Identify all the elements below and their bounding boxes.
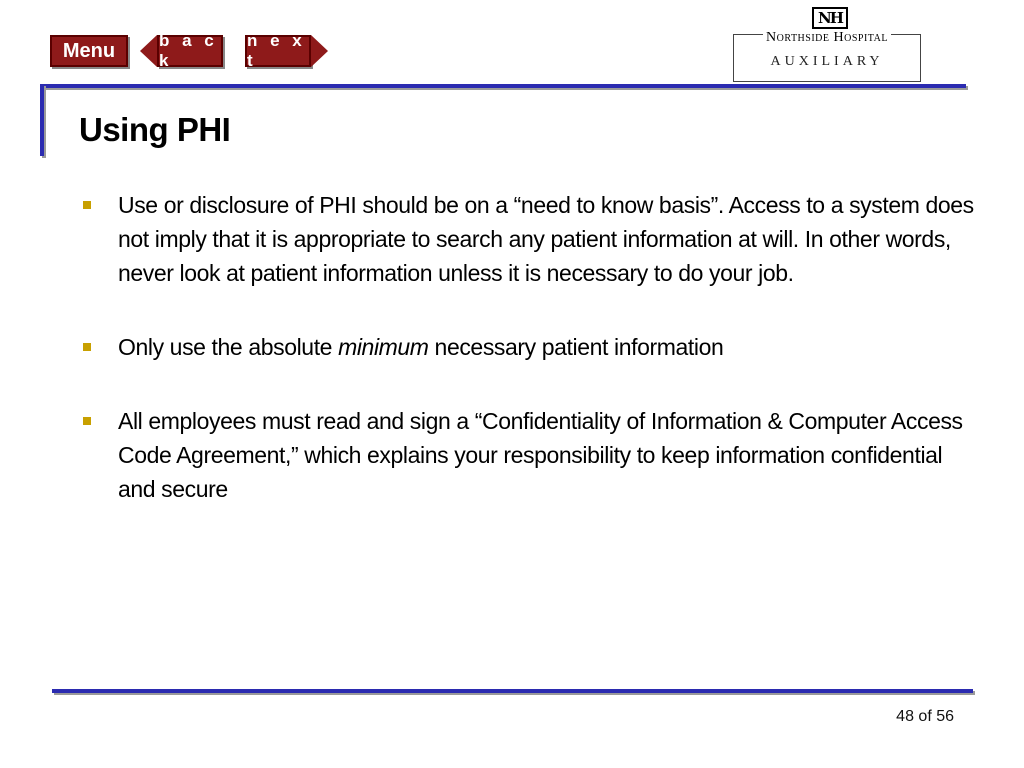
bullet-item xyxy=(80,188,980,290)
menu-button[interactable]: Menu xyxy=(50,35,128,67)
bullet-text-emphasis: minimum xyxy=(338,334,429,360)
logo-hospital-name xyxy=(733,30,921,46)
logo-auxiliary-text: AUXILIARY xyxy=(770,54,884,69)
bullet-item xyxy=(80,404,980,506)
logo-hospital-name-text: Northside Hospital xyxy=(763,30,891,45)
bullet-text-before: Only use the absolute xyxy=(118,334,339,360)
next-arrow-icon[interactable] xyxy=(311,35,328,67)
bullet-text: Use or disclosure of PHI should be on a “need to know basis”. Access to a system does not imply that it is appropriate to search any patient information at will. In other words, never look at patient information unless it is necessary to do your job. xyxy=(118,192,974,286)
back-arrow-icon[interactable] xyxy=(140,35,157,67)
bullet-list xyxy=(80,188,980,546)
bottom-divider xyxy=(52,689,973,693)
back-button[interactable]: b a c k xyxy=(157,35,223,67)
left-title-accent xyxy=(40,84,44,156)
page-counter: 48 of 56 xyxy=(896,708,954,725)
square-bullet-icon xyxy=(83,343,91,351)
bullet-text-after: necessary patient information xyxy=(428,334,724,360)
square-bullet-icon xyxy=(83,417,91,425)
top-divider xyxy=(40,84,966,88)
bullet-text xyxy=(118,334,723,360)
hospital-logo-mark: NH xyxy=(812,7,848,29)
bullet-item xyxy=(80,330,980,364)
square-bullet-icon xyxy=(83,201,91,209)
slide-title: Using PHI xyxy=(79,111,231,148)
next-button[interactable]: n e x t xyxy=(245,35,311,67)
bullet-text: All employees must read and sign a “Confidentiality of Information & Computer Access Code Agreement,” which explains your responsibility to keep information confidential and secure xyxy=(118,408,963,502)
